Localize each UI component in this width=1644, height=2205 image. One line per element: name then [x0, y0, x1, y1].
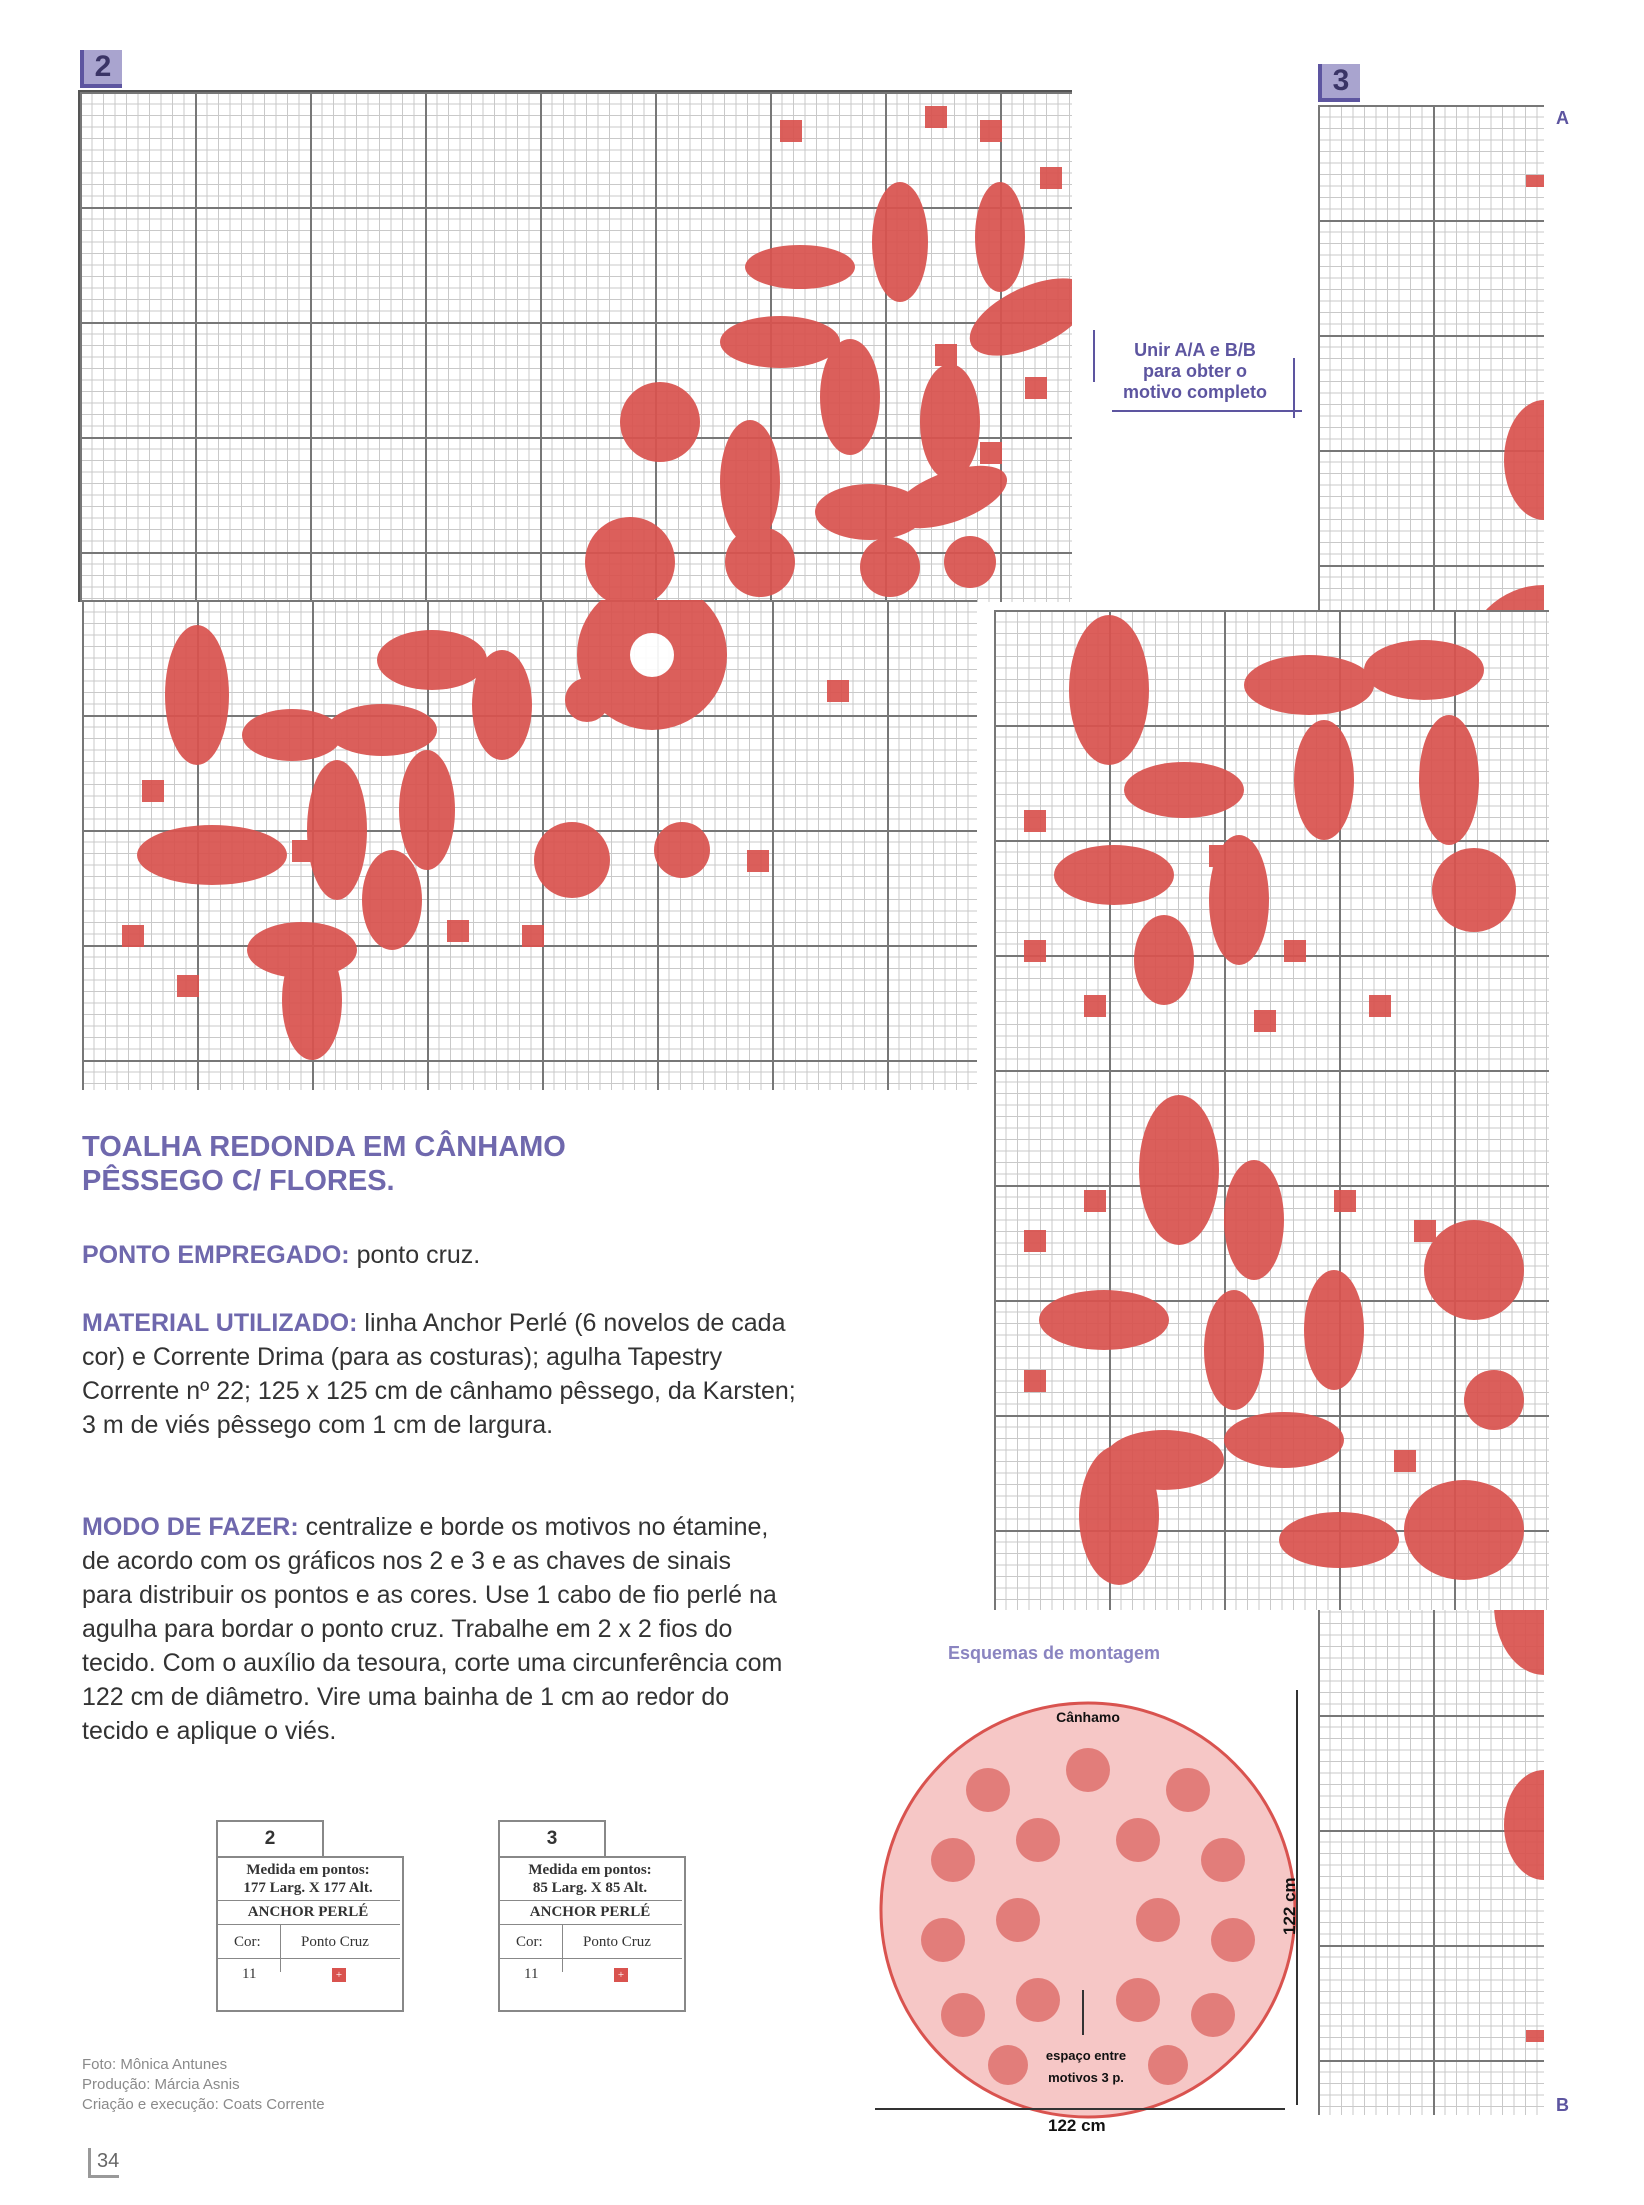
- ponto-text: ponto cruz.: [349, 1241, 481, 1269]
- credits: [82, 2055, 325, 2115]
- key-divider: [216, 1924, 400, 1925]
- scheme-motif: [921, 1918, 965, 1962]
- stitch-leaf: [1069, 615, 1149, 765]
- stitch-flower: [654, 822, 710, 878]
- ponto-paragraph: [82, 1238, 802, 1272]
- stitch-leaf: [920, 364, 980, 480]
- stitch-leaf: [307, 760, 367, 900]
- stitch-leaf: [872, 182, 928, 302]
- stitch-dot: [1024, 1370, 1046, 1392]
- stitch-leaf: [975, 182, 1025, 292]
- stitch-flower: [565, 678, 609, 722]
- chart-2-stitches-upper: [80, 92, 1072, 602]
- stitch-dot: [1084, 1190, 1106, 1212]
- scheme-motif: [1166, 1768, 1210, 1812]
- scheme-motif: [1148, 2045, 1188, 2085]
- stitch-flower: [860, 537, 920, 597]
- key-brand: ANCHOR PERLÉ: [529, 1904, 651, 1920]
- stitch-dot: [780, 120, 802, 142]
- stitch-dot: [1254, 1010, 1276, 1032]
- stitch-leaf: [820, 339, 880, 455]
- scheme-motif: [1211, 1918, 1255, 1962]
- stitch-dot: [1024, 810, 1046, 832]
- scheme-motif: [941, 1993, 985, 2037]
- stitch-dot: [522, 925, 544, 947]
- stitch-leaf: [1279, 1512, 1399, 1568]
- chart-3-grid-overlay: [994, 610, 1549, 1610]
- stitch-leaf: [1224, 1412, 1344, 1468]
- stitch-flower: [585, 517, 675, 602]
- stitch-dot: [1040, 167, 1062, 189]
- stitch-flower: [534, 822, 610, 898]
- chart-2-grid-upper: [78, 90, 1072, 602]
- key-divider: [280, 1924, 281, 1972]
- stitch-dot: [1526, 175, 1544, 187]
- stitch-leaf: [1294, 720, 1354, 840]
- scheme-motif: [1016, 1978, 1060, 2022]
- key-measure-label: Medida em pontos:: [246, 1862, 370, 1878]
- join-note-line: para obter o: [1142, 361, 1248, 381]
- width-label: 122 cm: [1048, 2116, 1106, 2135]
- stitch-leaf: [1079, 1445, 1159, 1585]
- stitch-dot: [935, 344, 957, 366]
- modo-paragraph: [82, 1510, 787, 1748]
- gap-label-line: motivos 3 p.: [1048, 2070, 1124, 2085]
- stitch-dot: [1414, 1220, 1436, 1242]
- key-swatch: +: [332, 1968, 346, 1982]
- marker-a: A: [1556, 108, 1569, 128]
- chart-2-grid-lower: [82, 600, 977, 1090]
- join-note-line: Unir A/A e B/B: [1134, 340, 1256, 360]
- title-line: TOALHA REDONDA EM CÂNHAMO: [82, 1131, 566, 1163]
- page-title: [82, 1130, 566, 1198]
- width-dimension-line: [875, 2108, 1285, 2110]
- key-measure-label: Medida em pontos:: [528, 1862, 652, 1878]
- stitch-leaf: [1134, 915, 1194, 1005]
- stitch-leaf: [1039, 1290, 1169, 1350]
- key-divider: [498, 1958, 682, 1959]
- stitch-leaf: [1304, 1270, 1364, 1390]
- flower-center-hole: [630, 633, 674, 677]
- credit-line: Criação e execução: Coats Corrente: [82, 2096, 325, 2113]
- key-brand: ANCHOR PERLÉ: [247, 1904, 369, 1920]
- stitch-flower: [944, 536, 996, 588]
- stitch-leaf: [137, 825, 287, 885]
- stitch-dot: [1394, 1450, 1416, 1472]
- stitch-dot: [1284, 940, 1306, 962]
- stitch-leaf: [620, 382, 700, 462]
- material-label: MATERIAL UTILIZADO:: [82, 1309, 358, 1337]
- stitch-leaf: [327, 704, 437, 756]
- modo-label: MODO DE FAZER:: [82, 1513, 299, 1541]
- stitch-leaf: [1204, 1290, 1264, 1410]
- marker-b: B: [1556, 2095, 1569, 2115]
- stitch-leaf: [1139, 1095, 1219, 1245]
- chart-3-number: 3: [1332, 64, 1350, 97]
- stitch-dot: [177, 975, 199, 997]
- scheme-motif: [1066, 1748, 1110, 1792]
- stitch-dot: [980, 442, 1002, 464]
- stitch-dot: [1334, 1190, 1356, 1212]
- key-divider: [216, 1900, 400, 1901]
- scheme-motif: [1016, 1818, 1060, 1862]
- key-number: 2: [216, 1820, 324, 1856]
- title-line: PÊSSEGO C/ FLORES.: [82, 1165, 395, 1197]
- chart-3-label: [1318, 64, 1360, 102]
- stitch-dot: [447, 920, 469, 942]
- key-divider: [498, 1924, 682, 1925]
- stitch-flower: [1432, 848, 1516, 932]
- stitch-flower: [725, 527, 795, 597]
- key-swatch: +: [614, 1968, 628, 1982]
- stitch-leaf: [1364, 640, 1484, 700]
- stitch-leaf: [242, 709, 342, 761]
- scheme-motif: [1116, 1818, 1160, 1862]
- assembly-scheme: [868, 1690, 1328, 2150]
- stitch-leaf: [1054, 845, 1174, 905]
- stitch-leaf: [1224, 1160, 1284, 1280]
- material-paragraph: [82, 1306, 800, 1442]
- scheme-motif: [1191, 1993, 1235, 2037]
- key-divider: [216, 1958, 400, 1959]
- stitch-leaf: [1419, 715, 1479, 845]
- stitch-dot: [142, 780, 164, 802]
- key-color-code: 11: [524, 1966, 539, 1982]
- stitch-leaf: [720, 420, 780, 544]
- stitch-leaf: [745, 245, 855, 289]
- stitch-leaf: [1244, 655, 1374, 715]
- stitch-dot: [1209, 845, 1231, 867]
- key-measure: 177 Larg. X 177 Alt.: [243, 1880, 373, 1896]
- key-color-code: 11: [242, 1966, 257, 1982]
- scheme-title: Esquemas de montagem: [948, 1643, 1161, 1663]
- stitch-leaf: [720, 316, 840, 368]
- stitch-flower: [1464, 1370, 1524, 1430]
- chart-2-number: 2: [94, 50, 112, 83]
- stitch-leaf: [1404, 1480, 1524, 1580]
- key-col-stitch: Ponto Cruz: [583, 1934, 651, 1950]
- key-col-color: Cor:: [516, 1934, 543, 1950]
- stitch-dot: [292, 840, 314, 862]
- stitch-leaf: [282, 940, 342, 1060]
- stitch-leaf: [1504, 1770, 1544, 1880]
- modo-text: centralize e borde os motivos no étamine, de acordo com os gráficos nos 2 e 3 e as chaves de sinais para distribuir os pontos e as cores. Use 1 cabo de fio perlé na agulha para bordar o ponto cruz. Trabalhe em 2 x 2 fios do tecido. Com o auxílio da tesoura, corte uma circunferência com 122 cm de diâmetro. Vire uma bainha de 1 cm ao redor do tecido e aplique o viés.: [82, 1513, 783, 1745]
- stitch-dot: [925, 106, 947, 128]
- ponto-label: PONTO EMPREGADO:: [82, 1241, 350, 1269]
- join-note: [1095, 340, 1295, 403]
- stitch-dot: [1024, 940, 1046, 962]
- material-text: linha Anchor Perlé (6 novelos de cada cor) e Corrente Drima (para as costuras); agulha Tapestry Corrente nº 22; 125 x 125 cm de cânhamo pêssego, da Karsten; 3 m de viés pêssego com 1 cm de largura.: [82, 1309, 796, 1439]
- scheme-motif: [966, 1768, 1010, 1812]
- stitch-leaf: [472, 650, 532, 760]
- stitch-dot: [122, 925, 144, 947]
- stitch-dot: [1024, 1230, 1046, 1252]
- scheme-motif: [996, 1898, 1040, 1942]
- scheme-motif: [988, 2045, 1028, 2085]
- note-bracket-bottom: [1112, 410, 1302, 412]
- stitch-dot: [1084, 995, 1106, 1017]
- stitch-leaf: [399, 750, 455, 870]
- key-col-stitch: Ponto Cruz: [301, 1934, 369, 1950]
- key-col-color: Cor:: [234, 1934, 261, 1950]
- key-number: 3: [498, 1820, 606, 1856]
- stitch-dot: [372, 890, 394, 912]
- gap-label-line: espaço entre: [1045, 2048, 1127, 2063]
- fabric-label: Cânhamo: [1056, 1709, 1120, 1725]
- page-number: 34: [88, 2148, 119, 2178]
- credit-line: Produção: Márcia Asnis: [82, 2076, 240, 2093]
- scheme-motif: [931, 1838, 975, 1882]
- scheme-motif: [1201, 1838, 1245, 1882]
- key-measure: 85 Larg. X 85 Alt.: [532, 1880, 648, 1896]
- stitch-dot: [1526, 2030, 1544, 2042]
- stitch-leaf: [1124, 762, 1244, 818]
- scheme-motif: [1116, 1978, 1160, 2022]
- join-note-line: motivo completo: [1122, 382, 1267, 402]
- chart-3-overlay-stitches: [994, 610, 1549, 1610]
- stitch-leaf: [377, 630, 487, 690]
- stitch-flower: [1424, 1220, 1524, 1320]
- stitch-dot: [827, 680, 849, 702]
- stitch-dot: [1369, 995, 1391, 1017]
- stitch-leaf: [165, 625, 229, 765]
- stitch-dot: [747, 850, 769, 872]
- chart-2-label: [80, 50, 122, 88]
- key-divider: [498, 1900, 682, 1901]
- chart-2-stitches-lower: [82, 600, 977, 1090]
- key-divider: [562, 1924, 563, 1972]
- height-label: 122 cm: [1280, 1877, 1299, 1935]
- credit-line: Foto: Mônica Antunes: [82, 2056, 228, 2073]
- scheme-motif: [1136, 1898, 1180, 1942]
- stitch-leaf: [1504, 400, 1544, 520]
- stitch-dot: [1025, 377, 1047, 399]
- stitch-dot: [980, 120, 1002, 142]
